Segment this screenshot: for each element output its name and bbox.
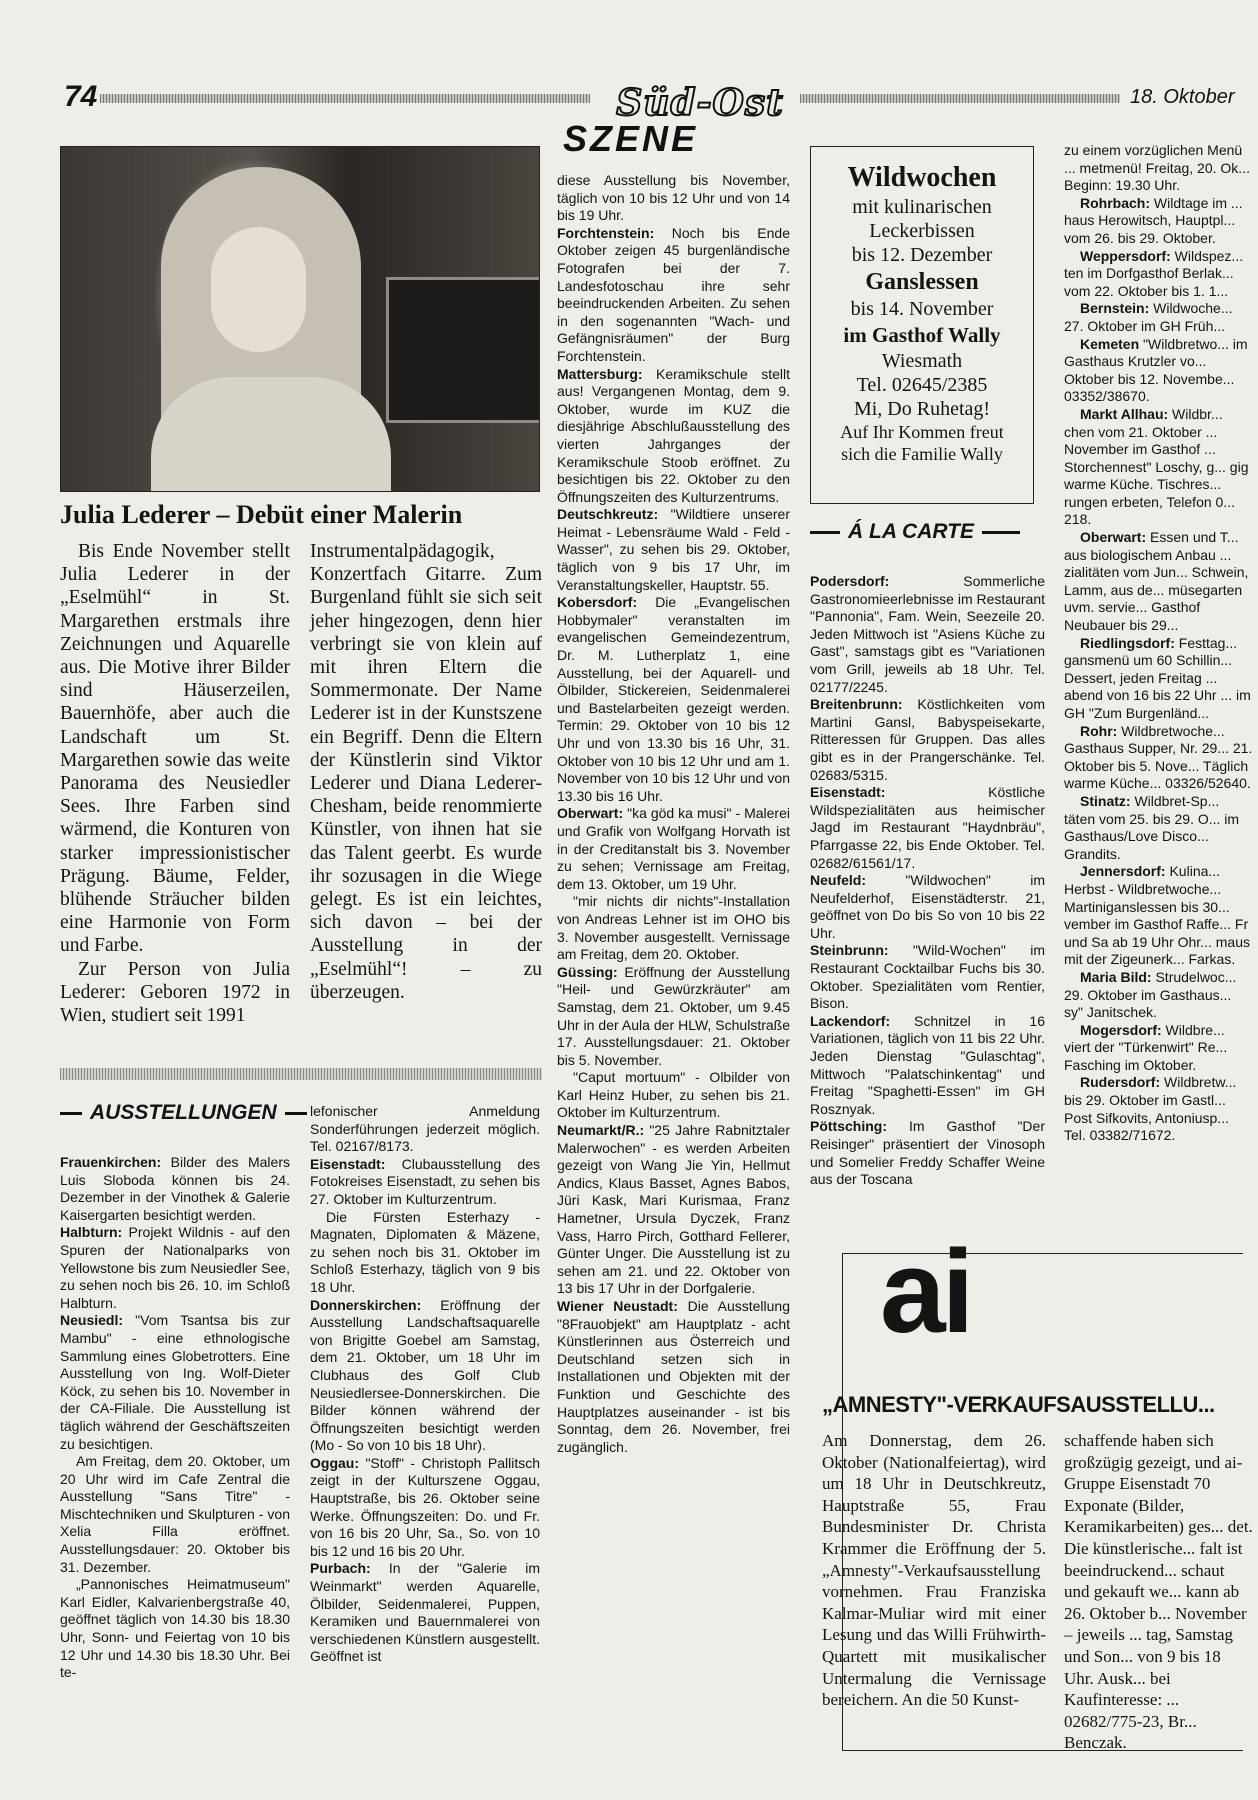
title-rule <box>810 531 840 534</box>
listing-item <box>1064 1022 1254 1075</box>
listing-text: Wildbr... chen vom 21. Oktober ... November im Gasthof ... Storchennest" Loschy, g... gig warme Küche. Tischres... rungen erbeten, Telefon 0... 218. <box>1064 405 1249 528</box>
feature-paragraph: Zur Person von Julia Lederer: Geboren 1972 in Wien, studiert seit 1991 <box>60 958 290 1027</box>
listing-text: "25 Jahre Rabnitztaler Malerwochen" - es werden Arbeiten gezeigt von Wang Jie Yin, Hellmut Andics, Klaus Basset, Agnes Babos, Jüri Kask, Mari Kurismaa, Franz Hametner, Ursula Dyczek, Franz Vass, Harro Pirch, Gotthard Fellerer, Günter Unger. Die Ausstellung ist zu sehen am 21. und 22. Oktober von 13 bis 17 Uhr in der Dorfgalerie. <box>557 1122 790 1297</box>
listing-text: „Pannonisches Heimatmuseum" Karl Eidler, Kalvarienbergstraße 40, geöffnet täglich von 14.30 bis 18.30 Uhr, Sonn- und Feiertag von 10 bis 12 Uhr und 14.30 bis 18.30 Uhr. Bei te- <box>60 1576 290 1681</box>
listing-text: Festtag... gansmenü um 60 Schillin... Dessert, jeden Freitag ... abend von 16 bis 22 Uhr ... im GH "Zum Burgenländ... <box>1064 634 1251 721</box>
listing-text: Die Fürsten Esterhazy - Magnaten, Diplomaten & Mäzene, zu sehen noch bis 31. Oktober im Schloß Esterhazy, täglich von 9 bis 18 Uhr. <box>310 1208 540 1295</box>
listing-item <box>310 1103 540 1156</box>
listing-item <box>557 172 790 225</box>
photo-face <box>211 227 306 352</box>
listing-item <box>1064 248 1254 301</box>
ad-line: Wildwochen <box>847 162 997 193</box>
feature-col-2 <box>310 540 542 1004</box>
listing-text: Wildbret-Sp... täten vom 25. bis 29. O... im Gasthaus/Love Disco... Grandits. <box>1064 792 1240 862</box>
listing-text: Kulina... Herbst - Wildbretwoche... Martiniganslessen bis 30... vember im Gasthof Raffe... Fr und Sa ab 19 Uhr Ohr... maus mit der Zigeunerk... Farkas. <box>1064 863 1250 968</box>
ad-line: mit kulinarischen <box>852 196 992 218</box>
listing-item <box>310 1209 540 1297</box>
listing-text: "Wild-Wochen" im Restaurant Cocktailbar Fuchs bis 30. Oktober. Spezialitäten vom Rentier, Bison. <box>810 942 1045 1012</box>
listing-place: Neusiedl: <box>60 1312 124 1329</box>
listing-text: Köstlichkeiten vom Martini Gansl, Babyspeisekarte, Ritteressen für Gruppen. Das alles gibt es in der Prangerschänke. Tel. 02683/5315. <box>810 696 1045 783</box>
listing-text: Die „Evangelischen Hobbymaler" veranstalten im evangelischen Gemeindezentrum, Dr. M. Lutherplatz 1, eine Ausstellung, bei der Aquarell- und Ölbilder, Stickereien, Seidenmalerei und Bastelarbeiten gezeigt werden. Termin: 29. Oktober von 10 bis 12 Uhr und von 13.30 bis 16 Uhr, 31. Oktober von 10 bis 12 Uhr und am 1. November von 10 bis 12 Uhr und von 13.30 bis 16 Uhr. <box>557 594 790 804</box>
listing-item <box>1064 529 1254 635</box>
header-rule-left <box>100 94 590 103</box>
listing-place: Rudersdorf: <box>1080 1074 1161 1091</box>
listing-item <box>60 1224 290 1312</box>
listing-place: Rohr: <box>1080 722 1118 739</box>
listing-item <box>557 893 790 963</box>
listing-place: Halbturn: <box>60 1224 123 1241</box>
listing-item <box>310 1455 540 1561</box>
listing-item <box>557 594 790 805</box>
title-rule <box>60 1112 82 1115</box>
listing-item <box>810 1118 1045 1188</box>
listing-place: Bernstein: <box>1080 300 1150 317</box>
right-column <box>1064 142 1254 1272</box>
wildwochen-ad <box>810 146 1034 504</box>
listing-place: Rohrbach: <box>1080 194 1150 211</box>
ad-line: sich die Familie Wally <box>841 444 1003 464</box>
page-number: 74 <box>64 80 98 113</box>
listing-place: Neufeld: <box>810 872 866 889</box>
listing-text: "Wildwochen" im Neufelderhof, Eisenstädterstr. 21, geöffnet von Do bis So von 10 bis 22 Uhr. <box>810 872 1045 941</box>
listing-text: "Vom Tsantsa bis zur Mambu" - eine ethnologische Sammlung eines Globetrotters. Eine Ausstellung von Ing. Wolf-Dieter Köck, zu sehen bis 10. November in der CA-Filiale. Die Ausstellung ist täglich während der Geschäftszeiten zu besichtigen. <box>60 1312 290 1452</box>
listing-text: Wildwoche... 27. Oktober im GH Früh... <box>1064 300 1233 334</box>
listing-item <box>310 1560 540 1666</box>
issue-date: 18. Oktober <box>1130 86 1235 108</box>
listing-place: Steinbrunn: <box>810 942 889 959</box>
ausstellungen-col-2 <box>310 1103 540 1795</box>
listing-text: In der "Galerie im Weinmarkt" werden Aquarelle, Ölbilder, Seidenmalerei, Puppen, Keramiken und Bauernmalerei von verschiedenen Künstlern ausgestellt. Geöffnet ist <box>310 1560 540 1665</box>
ad-line: Wiesmath <box>881 350 963 372</box>
amnesty-col-1 <box>822 1430 1046 1760</box>
listing-text: diese Ausstellung bis November, täglich von 10 bis 12 Uhr und von 14 bis 19 Uhr. <box>557 172 790 224</box>
listing-text: "Caput mortuum" - Olbilder von Karl Heinz Huber, zu sehen bis 21. Oktober im Kulturzentrum. <box>557 1069 790 1121</box>
listing-item <box>557 1298 790 1456</box>
listing-text: Clubausstellung des Fotokreises Eisenstadt, zu sehen bis 27. Oktober im Kulturzentrum. <box>310 1155 540 1207</box>
listing-place: Kobersdorf: <box>557 594 638 611</box>
listing-item <box>1064 635 1254 723</box>
listing-text: Keramikschule stellt aus! Vergangenen Montag, dem 9. Oktober, wurde im KUZ die diesjährige Abschlußausstellung des vierten Jahrganges der Keramikschule Stoob eröffnet. Zu besichtigen bis 22. Oktober zu den Öffnungszeiten des Kulturzentrums. <box>557 365 790 505</box>
listing-text: Projekt Wildnis - auf den Spuren der Nationalparks von Yellowstone bis zum Neusiedler See, zu sehen noch bis 26. 10. im Schloß Halbturn. <box>60 1224 290 1311</box>
listing-item <box>310 1156 540 1209</box>
listing-place: Markt Allhau: <box>1080 405 1169 422</box>
listing-text: Schnitzel in 16 Variationen, täglich von 11 bis 22 Uhr. Jeden Dienstag "Gulaschtag", Mittwoch "Palatschinkentag" und Freitag "Spaghetti-Essen" im GH Rosznyak. <box>810 1012 1045 1117</box>
listing-place: Podersdorf: <box>810 573 890 589</box>
listing-item <box>557 1122 790 1298</box>
ad-line: bis 12. Dezember <box>851 244 993 266</box>
listing-text: "mir nichts dir nichts"-Installation von Andreas Lehner ist im OHO bis 3. November ausgestellt. Vernissage am Freitag, dem 20. Oktober. <box>557 893 790 963</box>
listing-place: Wiener Neustadt: <box>557 1298 678 1314</box>
listing-place: Eisenstadt: <box>810 784 886 801</box>
carte-title: Á LA CARTE <box>848 520 974 543</box>
listing-item <box>1064 793 1254 863</box>
logo-bottom: SZENE <box>563 118 699 159</box>
listing-text: Wildbretw... bis 29. Oktober im Gastl... Post Sifkovits, Antoniusp... Tel. 03382/71672. <box>1064 1074 1237 1144</box>
listing-item <box>810 942 1045 1012</box>
listing-place: Eisenstadt: <box>310 1155 386 1172</box>
listing-text: Bilder des Malers Luis Sloboda können bis 24. Dezember in der Vinothek & Galerie Kaisergarten besichtigt werden. <box>60 1154 290 1223</box>
listing-place: Weppersdorf: <box>1080 247 1171 264</box>
listing-place: Stinatz: <box>1080 792 1131 809</box>
listing-item <box>557 506 790 594</box>
listing-item <box>1064 300 1254 335</box>
listing-text: Essen und T... aus biologischem Anbau ... zialitäten vom Jun... Schwein, Lamm, aus de... müsegarten uvm. servie... Gasthof Neubauer bis 29... <box>1064 529 1249 634</box>
listing-item <box>1064 863 1254 969</box>
listing-item <box>810 784 1045 872</box>
ausstellungen-col-1 <box>60 1154 290 1794</box>
amnesty-logo: ai <box>880 1226 971 1358</box>
ad-line: Leckerbissen <box>869 220 975 242</box>
listing-item <box>1064 723 1254 793</box>
photo-body <box>151 377 391 492</box>
listing-place: Purbach: <box>310 1560 371 1577</box>
portrait-photo <box>60 146 540 492</box>
listing-place: Mattersburg: <box>557 365 643 382</box>
amnesty-text: Am Donnerstag, dem 26. Oktober (Nationalfeiertag), wird um 18 Uhr in Deutschkreutz, Hauptstraße 55, Frau Bundesminister Dr. Christa Krammer die Eröffnung der 5. „Amnesty"-Verkaufsausstellung vornehmen. Frau Franziska Kalmar-Muliar wird mit einer Lesung und das Willi Frühwirth-Quartett mit musikalischer Untermalung die Vernissage bereichern. An die 50 Kunst- <box>822 1431 1046 1710</box>
listing-place: Kemeten <box>1080 335 1140 352</box>
feature-paragraph: Instrumentalpädagogik, Konzertfach Gitarre. Zum Burgenland fühlt sie sich seit jeher hingezogen, denn hier verbringt sie von klein auf mit ihren Eltern die Sommermonate. Der Name Lederer ist in der Kunstszene ein Begriff. Denn die Eltern der Künstlerin sind Viktor Lederer und Diana Lederer-Chesham, beide renommierte Künstler, von ihnen hat sie das Talent geerbt. Es wurde ihr sozusagen in die Wiege gelegt. Es ist ein leichtes, sich davon – bei der Ausstellung in der „Eselmühl“! – zu überzeugen. <box>310 541 542 1003</box>
listing-place: Jennersdorf: <box>1080 863 1166 880</box>
ausstellungen-title: AUSSTELLUNGEN <box>90 1101 277 1124</box>
ad-line: Auf Ihr Kommen freut <box>840 422 1004 442</box>
listing-place: Güssing: <box>557 963 618 980</box>
listing-text: zu einem vorzüglichen Menü ... metmenü! Freitag, 20. Ok... Beginn: 19.30 Uhr. <box>1064 142 1250 194</box>
listing-text: Die Ausstellung "8Frauobjekt" am Hauptplatz - acht Künstlerinnen aus Österreich und Deutschland setzen sich in Installationen und Objekten mit der Funktion und Geschichte des Hauptplatzes auseinander - ist bis Sonntag, dem 26. November, frei zugänglich. <box>557 1298 790 1455</box>
ausstellungen-header <box>60 1101 307 1125</box>
listing-text: Noch bis Ende Oktober zeigen 45 burgenländische Fotografen bei der 7. Landesfotoschau ihre sehr beeindruckenden Arbeiten. Zu sehen in den sogenannten "Wach- und Gefängnisräumen" der Burg Forchtenstein. <box>557 224 790 364</box>
ad-line: bis 14. November <box>850 298 994 320</box>
listing-place: Oggau: <box>310 1454 359 1471</box>
section-separator <box>60 1068 542 1080</box>
listing-text: Wildbre... viert der "Türkenwirt" Re... Fasching im Oktober. <box>1064 1021 1228 1073</box>
amnesty-col-2 <box>1064 1430 1254 1760</box>
ad-line: Tel. 02645/2385 <box>856 374 988 396</box>
listing-place: Lackendorf: <box>810 1012 891 1029</box>
listing-item <box>810 872 1045 942</box>
listing-item <box>1064 406 1254 529</box>
listing-item <box>810 696 1045 784</box>
listing-text: Wildtage im ... haus Herowitsch, Hauptpl... vom 26. bis 29. Oktober. <box>1064 194 1243 246</box>
listing-item <box>60 1576 290 1682</box>
listing-item <box>810 573 1045 696</box>
listing-place: Forchtenstein: <box>557 224 655 241</box>
listing-item <box>557 964 790 1070</box>
carte-header <box>810 520 1020 544</box>
listing-text: Wildbretwoche... Gasthaus Supper, Nr. 29... 21. Oktober bis 5. Nove... Täglich warme Küche... 03326/52640. <box>1064 722 1253 792</box>
listing-place: Neumarkt/R.: <box>557 1122 645 1139</box>
listing-item <box>60 1312 290 1453</box>
listing-place: Mogersdorf: <box>1080 1021 1162 1038</box>
amnesty-text: schaffende haben sich großzügig gezeigt, und ai-Gruppe Eisenstadt 70 Exponate (Bilder, Keramikarbeiten) ges... det. Die künstlerische... falt ist beeindruckend... schaut und gekauft we... kann ab 26. Oktober b... November – jeweils ... tag, Samstag und Son... von 9 bis 18 Uhr. Ausk... bei Kaufinteresse: ... 02682/775-23, Br... Benczak. <box>1064 1431 1253 1753</box>
listing-place: Oberwart: <box>557 805 624 822</box>
title-rule <box>982 531 1020 534</box>
listing-item <box>1064 142 1254 195</box>
listing-text: "ka göd ka musi" - Malerei und Grafik von Wolfgang Horvath ist in der Creditanstalt bis 3. November zu sehen; Vernissage am Freitag, dem 13. Oktober, um 19 Uhr. <box>557 805 790 892</box>
listing-text: Eröffnung der Ausstellung "Heil- und Gewürzkräuter" am Samstag, dem 21. Oktober, um 9.45 Uhr in der Aula der HLW, Schulstraße 17. Ausstellungsdauer: 21. Oktober bis 5. November. <box>557 963 790 1068</box>
listing-text: Sommerliche Gastronomieerlebnisse im Restaurant "Pannonia", Fam. Wein, Seezeile 20. Jeden Mittwoch ist "Asiens Küche zu Gast", samstags gibt es "Variationen vom Grill, jeweils ab 18 Uhr. Tel. 02177/2245. <box>810 573 1045 695</box>
listing-text: Am Freitag, dem 20. Oktober, um 20 Uhr wird im Cafe Zentral die Ausstellung "Sans Titre" - Mischtechniken und Skulpturen - von Xelia Filla eröffnet. Ausstellungsdauer: 20. Oktober bis 31. Dezember. <box>60 1453 290 1575</box>
listing-item <box>810 1013 1045 1119</box>
listing-item <box>557 1069 790 1122</box>
listing-place: Donnerskirchen: <box>310 1296 422 1313</box>
amnesty-title: „AMNESTY"-VERKAUFSAUSSTELLU... <box>822 1392 1215 1417</box>
listing-item <box>60 1154 290 1224</box>
header-rule-right <box>800 94 1120 103</box>
listing-text: Im Gasthof "Der Reisinger" präsentiert der Vinosoph und Somelier Freddy Schaffer Weine aus der Toscana <box>810 1118 1045 1188</box>
listing-place: Pöttsching: <box>810 1118 887 1135</box>
listing-item <box>1064 1074 1254 1144</box>
listing-text: "Stoff" - Christoph Pallitsch zeigt in der Kulturszene Oggau, Hauptstraße, bis 26. Oktober seine Werke. Öffnungszeiten: Do. und Fr. von 16 bis 20 Uhr, Sa., So. von 10 bis 12 und 16 bis 20 Uhr. <box>310 1454 540 1559</box>
ad-line: Ganslessen <box>865 269 979 295</box>
listing-text: lefonischer Anmeldung Sonderführungen jederzeit möglich. Tel. 02167/8173. <box>310 1103 540 1155</box>
listing-text: Eröffnung der Ausstellung Landschaftsaquarelle von Brigitte Goebel am Samstag, dem 21. Oktober, um 18 Uhr im Clubhaus des Golf Club Neusiedlersee-Donnerskirchen. Die Bilder können während der Öffnungszeiten besichtigt werden (Mo - So von 10 bis 18 Uhr). <box>310 1296 540 1454</box>
ad-line: im Gasthof Wally <box>843 323 1001 347</box>
title-rule <box>285 1112 307 1115</box>
listing-place: Breitenbrunn: <box>810 696 903 713</box>
listing-text: "Wildbretwo... im Gasthaus Krutzler vo... Oktober bis 12. Novembe... 03352/38670. <box>1064 335 1248 405</box>
listing-item <box>1064 969 1254 1022</box>
listing-text: Wildspez... ten im Dorfgasthof Berlak... vom 22. Oktober bis 1. 1... <box>1064 247 1244 299</box>
feature-paragraph: Bis Ende November stellt Julia Lederer in der „Eselmühl“ in St. Margarethen erstmals ihre Zeichnungen und Aquarelle aus. Die Motive ihrer Bilder sind Häuserzeilen, Bauernhöfe, aber auch die Landschaft um St. Margarethen sowie das weite Panorama des Neusiedler Sees. Ihre Farben sind wärmend, die Konturen von starker impressionistischer Prägung. Bäume, Felder, blühende Sträucher bilden eine Harmonie von Form und Farbe. <box>60 541 290 957</box>
listing-item <box>557 805 790 893</box>
feature-col-1 <box>60 540 290 1027</box>
listing-item <box>60 1453 290 1576</box>
listing-place: Frauenkirchen: <box>60 1154 162 1170</box>
middle-column <box>557 172 790 1794</box>
ad-line: Mi, Do Ruhetag! <box>853 398 991 420</box>
listing-item <box>310 1297 540 1455</box>
listing-place: Oberwart: <box>1080 529 1147 546</box>
listing-text: "Wildtiere unserer Heimat - Lebensräume Wald - Feld - Wasser", zu sehen bis 29. Oktober, täglich von 9 bis 17 Uhr, im Veranstaltungskeller, Hauptstr. 55. <box>557 506 790 593</box>
carte-column <box>810 573 1045 1273</box>
feature-headline: Julia Lederer – Debüt einer Malerin <box>60 500 463 529</box>
listing-item <box>1064 195 1254 248</box>
listing-place: Deutschkreutz: <box>557 506 659 523</box>
listing-item <box>557 366 790 507</box>
listing-text: Köstliche Wildspezialitäten aus heimischer Jagd im Restaurant "Haydnbräu", Pfarrgasse 22, bis Ende Oktober. Tel. 02682/61561/17. <box>810 784 1045 871</box>
listing-place: Riedlingsdorf: <box>1080 634 1175 651</box>
listing-place: Maria Bild: <box>1080 968 1152 985</box>
listing-item <box>1064 336 1254 406</box>
listing-text: Strudelwoc... 29. Oktober im Gasthaus... sy" Janitschek. <box>1064 968 1237 1021</box>
painting-in-background <box>386 277 540 423</box>
listing-item <box>557 225 790 366</box>
logo-top: Süd-Ost <box>616 82 784 124</box>
